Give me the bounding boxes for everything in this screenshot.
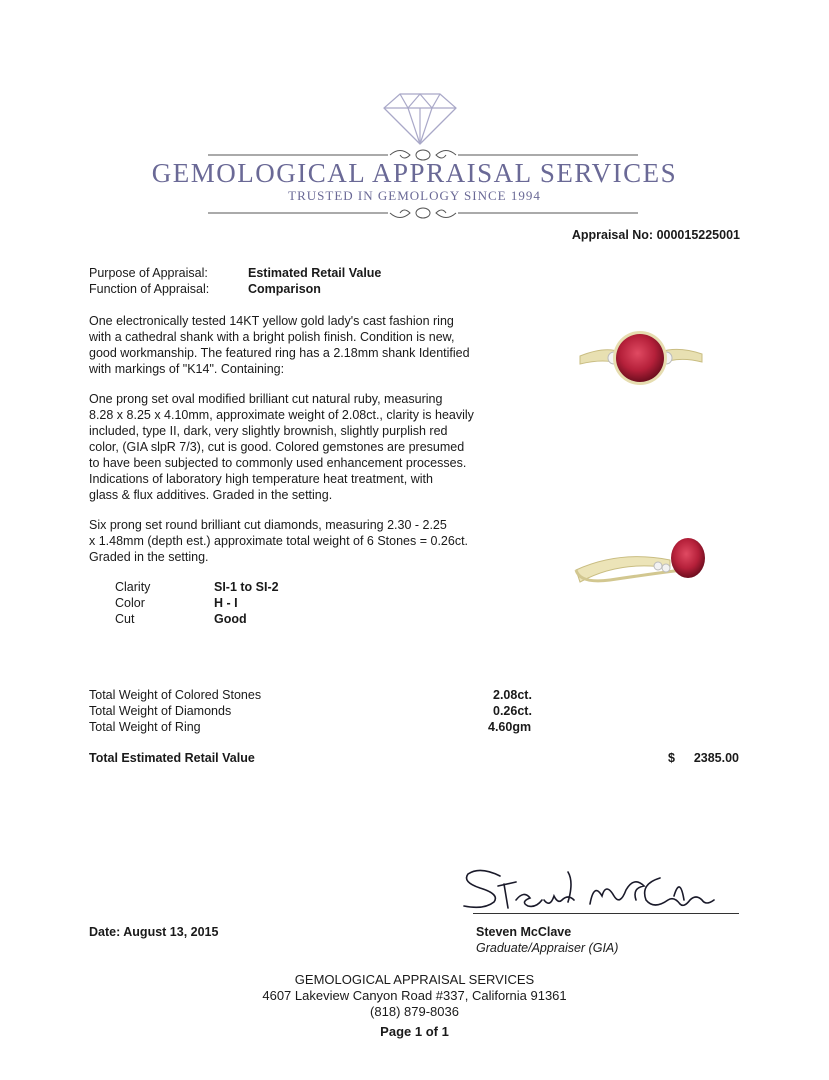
description-paragraph-2 — [89, 391, 519, 503]
text-line: Six prong set round brilliant cut diamonds, measuring 2.30 - 2.25 — [89, 518, 447, 532]
function-value: Comparison — [248, 282, 321, 296]
total-value-label: Total Estimated Retail Value — [89, 751, 255, 765]
weight-label-diamonds: Total Weight of Diamonds — [89, 704, 232, 718]
footer-phone: (818) 879-8036 — [370, 1004, 459, 1019]
signature-line — [473, 913, 739, 914]
text-line: with markings of "K14". Containing: — [89, 362, 285, 376]
grade-label-color: Color — [115, 596, 145, 610]
grade-value-clarity: SI-1 to SI-2 — [214, 580, 279, 594]
footer-company: GEMOLOGICAL APPRAISAL SERVICES — [294, 972, 535, 987]
page-number: Page 1 of 1 — [380, 1024, 449, 1039]
appraisal-date: Date: August 13, 2015 — [89, 925, 219, 939]
text-line: One electronically tested 14KT yellow gold lady's cast fashion ring — [89, 314, 454, 328]
signature-image — [460, 860, 745, 920]
purpose-value: Estimated Retail Value — [248, 266, 382, 280]
text-line: with a cathedral shank with a bright polish finish. Condition is new, — [89, 330, 455, 344]
ring-top-view-image — [570, 318, 710, 398]
total-value-currency: $ — [668, 751, 675, 765]
logo-bottom-rule — [208, 203, 638, 223]
text-line: Indications of laboratory high temperature heat treatment, with — [89, 472, 433, 486]
diamond-logo-icon — [380, 90, 460, 148]
description-paragraph-1 — [89, 313, 519, 377]
function-label: Function of Appraisal: — [89, 282, 210, 296]
text-line: included, type II, dark, very slightly brownish, slightly purplish red — [89, 424, 448, 438]
total-value-amount: 2385.00 — [693, 751, 739, 765]
ring-side-view-image — [570, 530, 720, 600]
grade-value-color: H - I — [214, 596, 238, 610]
grade-label-clarity: Clarity — [115, 580, 151, 594]
logo-title: GEMOLOGICAL APPRAISAL SERVICES — [151, 158, 678, 188]
weight-label-colored-stones: Total Weight of Colored Stones — [89, 688, 262, 702]
weight-value-colored-stones: 2.08ct. — [493, 688, 532, 702]
description-paragraph-3 — [89, 517, 519, 565]
text-line: good workmanship. The featured ring has a 2.18mm shank Identified — [89, 346, 470, 360]
text-line: x 1.48mm (depth est.) approximate total weight of 6 Stones = 0.26ct. — [89, 534, 469, 548]
text-line: One prong set oval modified brilliant cut natural ruby, measuring — [89, 392, 443, 406]
weight-value-ring: 4.60gm — [488, 720, 532, 734]
footer-address: 4607 Lakeview Canyon Road #337, California 91361 — [262, 988, 567, 1003]
text-line: to have been subjected to commonly used enhancement processes. — [89, 456, 467, 470]
grade-label-cut: Cut — [115, 612, 135, 626]
text-line: Graded in the setting. — [89, 550, 209, 564]
text-line: color, (GIA slpR 7/3), cut is good. Colored gemstones are presumed — [89, 440, 465, 454]
text-line: 8.28 x 8.25 x 4.10mm, approximate weight of 2.08ct., clarity is heavily — [89, 408, 474, 422]
appraisal-number: Appraisal No: 000015225001 — [571, 228, 740, 242]
logo-subtitle: TRUSTED IN GEMOLOGY SINCE 1994 — [288, 188, 541, 203]
grade-value-cut: Good — [214, 612, 247, 626]
purpose-label: Purpose of Appraisal: — [89, 266, 208, 280]
signer-title: Graduate/Appraiser (GIA) — [476, 941, 619, 955]
weight-label-ring: Total Weight of Ring — [89, 720, 201, 734]
signer-name: Steven McClave — [476, 925, 572, 939]
weight-value-diamonds: 0.26ct. — [493, 704, 532, 718]
text-line: glass & flux additives. Graded in the setting. — [89, 488, 333, 502]
